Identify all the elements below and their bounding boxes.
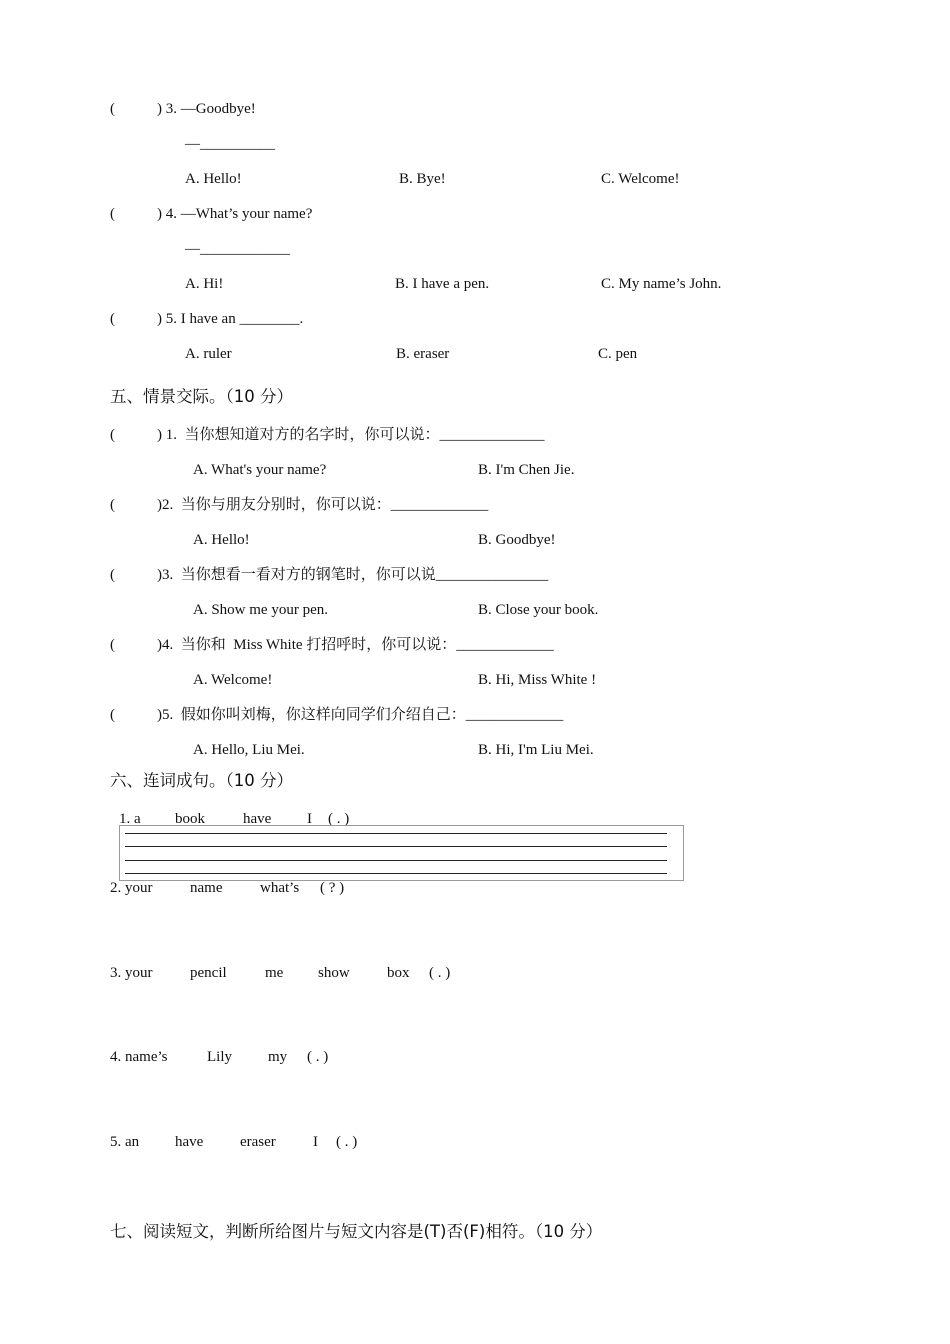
q5-question: ) 5. I have an ________. bbox=[157, 311, 304, 327]
q4-option-a: A. Hi! bbox=[185, 276, 224, 292]
p5-item2-option-b: B. Goodbye! bbox=[478, 532, 556, 548]
s5-word-3: eraser bbox=[240, 1134, 276, 1150]
s5-word-1: 5. an bbox=[110, 1134, 140, 1150]
writing-line bbox=[125, 873, 667, 874]
p5-item4-question: )4. 当你和 Miss White 打招呼时，你可以说：_____________ bbox=[157, 637, 554, 653]
s2-word-2: name bbox=[190, 880, 223, 896]
p5-item3-paren: ( bbox=[110, 567, 115, 583]
s5-punct: ( . ) bbox=[336, 1134, 358, 1150]
s2-word-3: what’s bbox=[260, 880, 300, 896]
q4-question: ) 4. —What’s your name? bbox=[157, 206, 313, 222]
p5-item5-option-b: B. Hi, I'm Liu Mei. bbox=[478, 742, 594, 758]
p5-item4-option-a: A. Welcome! bbox=[193, 672, 273, 688]
q4-answer-blank: —____________ bbox=[185, 241, 290, 257]
p5-item2-paren: ( bbox=[110, 497, 115, 513]
q5-paren: ( bbox=[110, 311, 115, 327]
s4-punct: ( . ) bbox=[307, 1049, 329, 1065]
p5-item3-question: )3. 当你想看一看对方的钢笔时，你可以说_______________ bbox=[157, 567, 549, 583]
s4-word-1: 4. name’s bbox=[110, 1049, 168, 1065]
writing-line bbox=[125, 846, 667, 847]
s4-word-3: my bbox=[268, 1049, 288, 1065]
q3-option-c: C. Welcome! bbox=[601, 171, 680, 187]
s3-word-5: box bbox=[387, 965, 410, 981]
s3-word-3: me bbox=[265, 965, 284, 981]
s2-punct: ( ? ) bbox=[320, 880, 345, 896]
q5-option-b: B. eraser bbox=[396, 346, 450, 362]
q3-answer-blank: —__________ bbox=[185, 136, 275, 152]
s1-word-2: book bbox=[175, 811, 205, 827]
s5-word-2: have bbox=[175, 1134, 204, 1150]
section-five-heading: 五、情景交际。（10 分） bbox=[110, 387, 293, 406]
p5-item4-paren: ( bbox=[110, 637, 115, 653]
s3-word-1: 3. your bbox=[110, 965, 153, 981]
q5-option-a: A. ruler bbox=[185, 346, 232, 362]
s3-word-4: show bbox=[318, 965, 350, 981]
q4-option-b: B. I have a pen. bbox=[395, 276, 490, 292]
p5-item5-question: )5. 假如你叫刘梅，你这样向同学们介绍自己：_____________ bbox=[157, 707, 564, 723]
section-six-heading: 六、连词成句。（10 分） bbox=[110, 771, 293, 790]
p5-item3-option-b: B. Close your book. bbox=[478, 602, 599, 618]
p5-item1-option-b: B. I'm Chen Jie. bbox=[478, 462, 575, 478]
p5-item1-question: ) 1. 当你想知道对方的名字时，你可以说：______________ bbox=[157, 427, 545, 443]
s1-word-1: 1. a bbox=[119, 811, 141, 827]
p5-item5-paren: ( bbox=[110, 707, 115, 723]
s1-punct: ( . ) bbox=[328, 811, 350, 827]
p5-item2-option-a: A. Hello! bbox=[193, 532, 250, 548]
s2-word-1: 2. your bbox=[110, 880, 153, 896]
p5-item5-option-a: A. Hello, Liu Mei. bbox=[193, 742, 305, 758]
s1-word-3: have bbox=[243, 811, 272, 827]
p5-item2-question: )2. 当你与朋友分别时，你可以说：_____________ bbox=[157, 497, 489, 513]
s3-punct: ( . ) bbox=[429, 965, 451, 981]
s4-word-2: Lily bbox=[207, 1049, 232, 1065]
p5-item4-option-b: B. Hi, Miss White ! bbox=[478, 672, 597, 688]
writing-lines-box bbox=[119, 825, 684, 881]
p5-item3-option-a: A. Show me your pen. bbox=[193, 602, 328, 618]
writing-line bbox=[125, 860, 667, 861]
q3-option-b: B. Bye! bbox=[399, 171, 446, 187]
section-seven-heading: 七、阅读短文，判断所给图片与短文内容是(T)否(F)相符。（10 分） bbox=[110, 1222, 603, 1241]
writing-line bbox=[125, 833, 667, 834]
s3-word-2: pencil bbox=[190, 965, 227, 981]
q3-question: ) 3. —Goodbye! bbox=[157, 101, 256, 117]
q3-option-a: A. Hello! bbox=[185, 171, 242, 187]
q5-option-c: C. pen bbox=[598, 346, 638, 362]
s5-word-4: I bbox=[313, 1134, 318, 1150]
q4-paren: ( bbox=[110, 206, 115, 222]
p5-item1-option-a: A. What's your name? bbox=[193, 462, 327, 478]
q4-option-c: C. My name’s John. bbox=[601, 276, 722, 292]
p5-item1-paren: ( bbox=[110, 427, 115, 443]
q3-paren: ( bbox=[110, 101, 115, 117]
s1-word-4: I bbox=[307, 811, 312, 827]
